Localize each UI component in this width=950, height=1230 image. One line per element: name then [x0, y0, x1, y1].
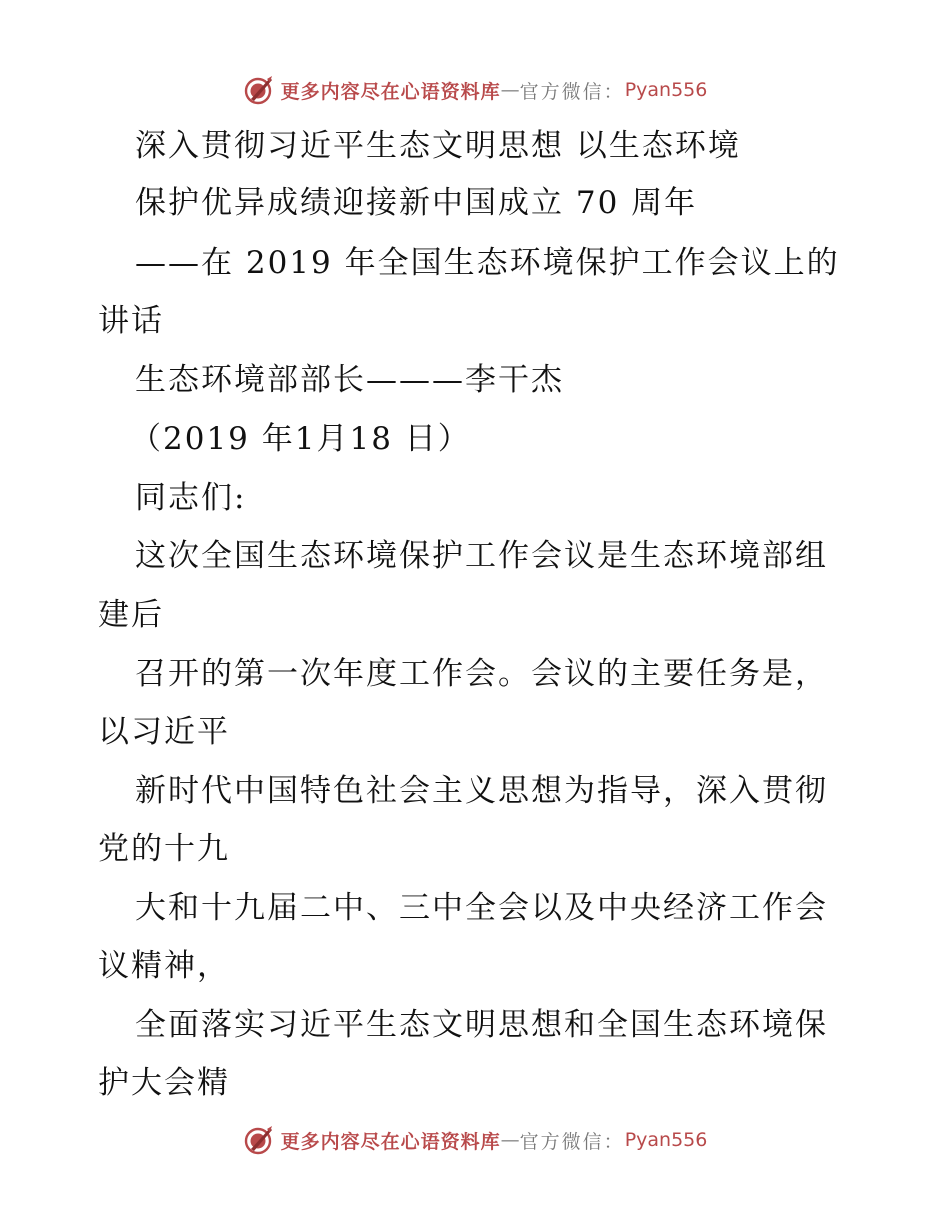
title-line-1: 深入贯彻习近平生态文明思想 以生态环境 [135, 128, 741, 164]
quill-pen-logo-icon [243, 1124, 275, 1156]
paragraph-line: 护大会精 [98, 1065, 230, 1101]
footer-banner [0, 1122, 950, 1158]
banner-separator: — [500, 79, 520, 101]
paragraph-line: 党的十九 [98, 831, 230, 867]
author-line: 生态环境部部长———李干杰 [135, 362, 564, 398]
salutation: 同志们: [135, 480, 247, 516]
paragraph-line: 议精神， [98, 948, 230, 984]
subtitle-line-2: 讲话 [98, 303, 164, 339]
banner-wechat-account: Pyan556 [624, 79, 708, 101]
paragraph-line: 新时代中国特色社会主义思想为指导，深入贯彻 [135, 773, 828, 809]
subtitle-line-1: ——在 2019 年全国生态环境保护工作会议上的 [135, 245, 840, 281]
banner-title: 更多内容尽在心语资料库 [280, 1130, 501, 1153]
paragraph-line: 这次全国生态环境保护工作会议是生态环境部组 [135, 538, 828, 574]
banner-wechat-label: 官方微信： [519, 1130, 625, 1153]
banner-wechat-account: Pyan556 [624, 1129, 708, 1151]
banner-separator: — [500, 1129, 520, 1151]
title-line-2: 保护优异成绩迎接新中国成立 70 周年 [135, 185, 698, 221]
header-banner [0, 72, 950, 108]
banner-title: 更多内容尽在心语资料库 [280, 80, 501, 103]
paragraph-line: 以习近平 [98, 714, 230, 750]
paragraph-line: 召开的第一次年度工作会。会议的主要任务是， [135, 656, 828, 692]
paragraph-line: 建后 [98, 597, 164, 633]
paragraph-line: 大和十九届二中、三中全会以及中央经济工作会 [135, 890, 828, 926]
banner-wechat-label: 官方微信： [519, 80, 625, 103]
paragraph-line: 全面落实习近平生态文明思想和全国生态环境保 [135, 1007, 828, 1043]
date-line: （2019 年1月18 日） [130, 421, 471, 457]
quill-pen-logo-icon [243, 74, 275, 106]
